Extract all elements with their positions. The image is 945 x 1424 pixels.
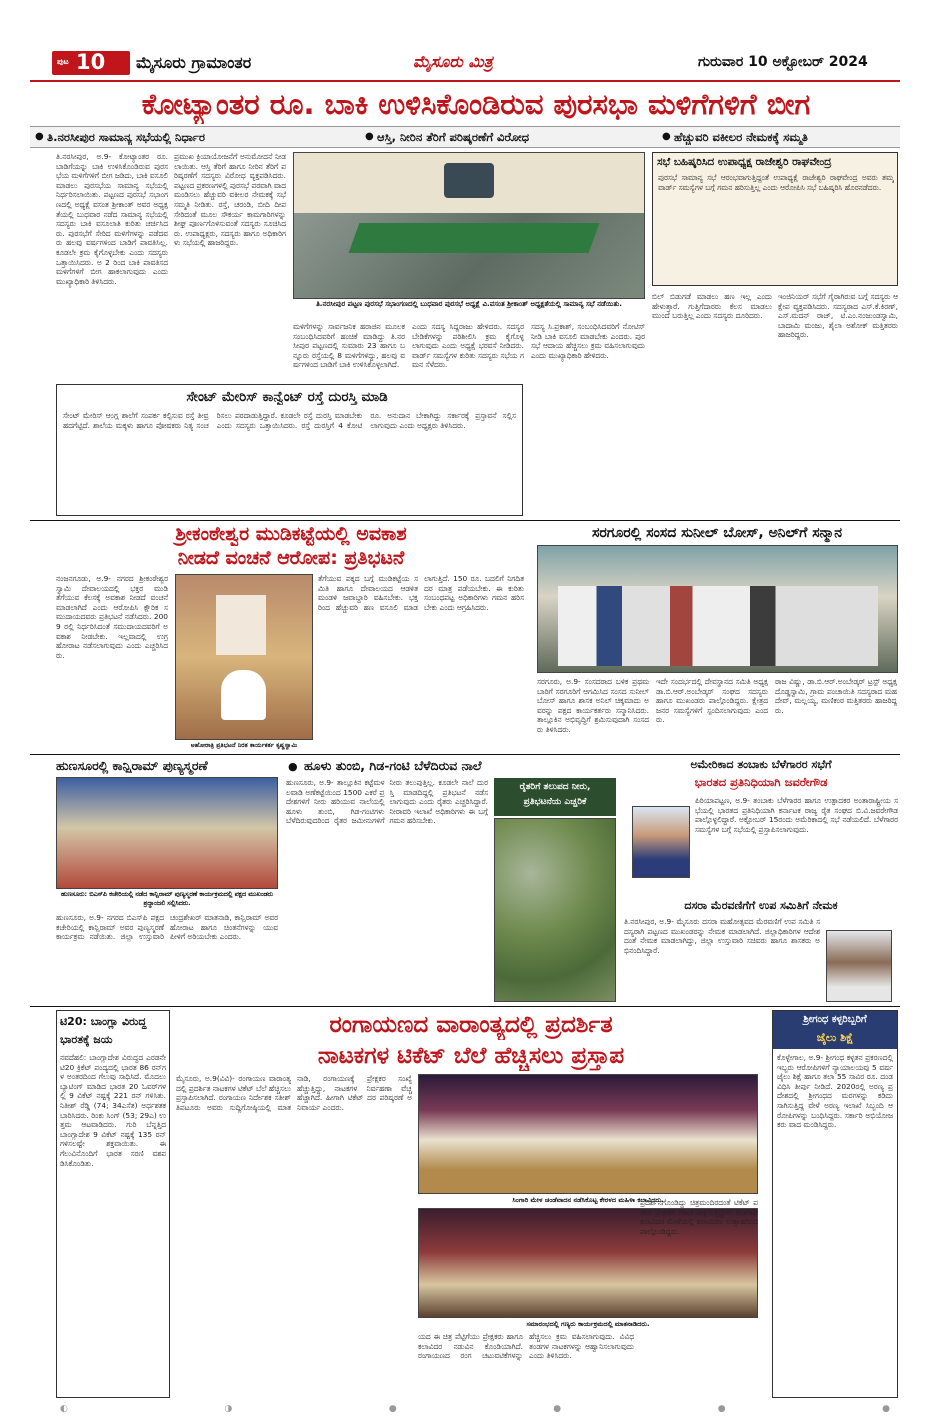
st-marys-title: ಸೇಂಟ್ ಮೇರಿಸ್ ಕಾನ್ವೆಂಟ್ ರಸ್ತೆ ದುರಸ್ತಿ ಮಾಡಿ — [186, 389, 388, 405]
walkout-box — [652, 152, 898, 286]
walkout-title: ಸಭೆ ಬಹಿಷ್ಕರಿಸಿದ ಉಪಾಧ್ಯಕ್ಷ ರಾಜೇಶ್ವರಿ ರಾಘವೇಂದ್ರ — [657, 156, 832, 168]
registration-marks: ◐ ◑ ● ● ● ● — [60, 1404, 890, 1414]
right-col-body-a: ಬಿಲ್ ಬಿಡುಗಡೆ ಮಾಡಲು ಹಣ ಇಲ್ಲ ಎಂದು ಹೇಳುತ್ತಾರೆ. ಗುತ್ತಿಗೆದಾರರು ಕೆಲಸ ಮಾಡಲು ಮುಂದೆ ಬರುತ್ತಿಲ್ಲ ಎಂದು ಸದಸ್ಯರು ದೂರಿದರು. — [652, 292, 772, 321]
lead-subhead-1: ತಿ.ನರಸೀಪುರ ಸಾಮಾನ್ಯ ಸಭೆಯಲ್ಲಿ ನಿರ್ಧಾರ — [47, 130, 205, 144]
bullet-icon: ● — [662, 131, 671, 142]
right-col-body-b: ಇಂಜಿನಿಯರ್ ಸಭೆಗೆ ಗೈರಾಗಿರುವ ಬಗ್ಗೆ ಸದಸ್ಯರು ಆಕ್ಷೇಪ ವ್ಯಕ್ತಪಡಿಸಿದರು. ಸದಸ್ಯರಾದ ಎಸ್.ಕೆ.ಕಿರಣ್, ಎಸ್.ಮದನ್ ರಾಜ್, ಟಿ.ಎಂ.ನಂಜುಂಡಸ್ವಾಮಿ, ಬಾದಾಮಿ ಮಂಜು, ಶೈಲಾ ಅಶೋಕ್ ಮತ್ತಿತರರು ಹಾಜರಿದ್ದರು. — [778, 292, 898, 340]
nale-headline: ಹೂಳು ತುಂಬಿ, ಗಿಡ-ಗಂಟಿ ಬೆಳೆದಿರುವ ನಾಲೆ — [304, 758, 482, 773]
javaregowda-portrait — [632, 806, 690, 878]
walkout-body: ಪುರಸಭೆ ಸಾಮಾನ್ಯ ಸಭೆ ಆರಂಭವಾಗುತ್ತಿದ್ದಂತೆ ಉಪಾಧ್ಯಕ್ಷೆ ರಾಜೇಶ್ವರಿ ರಾಘವೇಂದ್ರ ಅವರು ತಮ್ಮ ವಾರ್ಡ್ ಸಮಸ್ಯೆಗಳ ಬಗ್ಗೆ ಗಮನ ಹರಿಸುತ್ತಿಲ್ಲ ಎಂದು ಆರೋಪಿಸಿ ಸಭೆ ಬಹಿಷ್ಕರಿಸಿ ಹೊರನಡೆದರು. — [658, 173, 894, 192]
srikanteshwara-headline-1: ಶ್ರೀಕಂಠೇಶ್ವರ ಮುಡಿಕಟ್ಟೆಯಲ್ಲಿ ಅವಕಾಶ — [175, 523, 407, 545]
hunsur-headline: ಹುಣಸೂರಲ್ಲಿ ಕಾನ್ಷಿರಾಮ್ ಪುಣ್ಯಸ್ಮರಣೆ — [56, 758, 208, 773]
masthead — [8, 48, 937, 78]
t20-body: ನವದೆಹಲಿ: ಬಾಂಗ್ಲಾದೇಶ ವಿರುದ್ಧದ ಎರಡನೇ ಟಿ20 ಕ್ರಿಕೆಟ್ ಪಂದ್ಯದಲ್ಲಿ ಭಾರತ 86 ರನ್‌ಗಳ ಅಂತರದಿಂದ ಗೆಲುವು ಸಾಧಿಸಿದೆ. ಮೊದಲು ಬ್ಯಾಟಿಂಗ್ ಮಾಡಿದ ಭಾರತ 20 ಓವರ್‌ಗಳಲ್ಲಿ 9 ವಿಕೆಟ್ ನಷ್ಟಕ್ಕೆ 221 ರನ್ ಗಳಿಸಿತು. ನಿತೀಶ್ ರೆಡ್ಡಿ (74; 34ಎಸೆತ) ಅರ್ಧಶತಕ ಬಾರಿಸಿದರು. ರಿಂಕು ಸಿಂಗ್ (53; 29ಎ) ಉತ್ತಮ ಆಟವಾಡಿದರು. ಗುರಿ ಬೆನ್ನತ್ತಿದ ಬಾಂಗ್ಲಾದೇಶ 9 ವಿಕೆಟ್ ನಷ್ಟಕ್ಕೆ 135 ರನ್ ಗಳಿಸಲಷ್ಟೇ ಶಕ್ತವಾಯಿತು. ಈ ಗೆಲುವಿನೊಂದಿಗೆ ಭಾರತ ಸರಣಿ ವಶಪಡಿಸಿಕೊಂಡಿತು. — [60, 1053, 166, 1168]
bullet-icon: ● — [288, 760, 298, 773]
masthead-rule — [30, 80, 900, 82]
lead-subhead-3: ಹೆಚ್ಚುವರಿ ವಕೀಲರ ನೇಮಕಕ್ಕೆ ಸಮ್ಮತಿ — [674, 130, 808, 144]
canal-photo — [494, 818, 616, 1002]
sargur-felicitation-photo — [537, 545, 898, 673]
nale-body: ಹುಣಸೂರು, ಅ.9- ತಾಲ್ಲೂಕಿನ ಕಟ್ಟೆಮಳಲವಾಡಿ ಅಣೆಕಟ್ಟೆಯಿಂದ 1500 ಎಕರೆ ಪ್ರದೇಶಗಳಿಗೆ ನೀರು ಹರಿಯುವ ನಾಲೆಯಲ್ಲಿ ಹೂಳು ತುಂಬಿ, ಗಿಡ-ಗಂಟಿಗಳು ಬೆಳೆದಿರುವುದರಿಂದ ರೈತರ ಜಮೀನುಗಳಿಗೆ ನೀರು ತಲುಪುತ್ತಿಲ್ಲ. ಕೂಡಲೇ ನಾಲೆ ದುರಸ್ತಿ ಮಾಡದಿದ್ದಲ್ಲಿ ಪ್ರತಿಭಟನೆ ನಡೆಸಲಾಗುವುದು ಎಂದು ರೈತರು ಎಚ್ಚರಿಸಿದ್ದಾರೆ. ನೀರಾವರಿ ಇಲಾಖೆ ಅಧಿಕಾರಿಗಳು ಈ ಬಗ್ಗೆ ಗಮನ ಹರಿಸಬೇಕು. — [286, 778, 488, 826]
chende-photo — [418, 1074, 758, 1194]
section-rule — [30, 1006, 900, 1007]
lead-body-col2: ಪ್ರಮುಖ ಕ್ರಿಯಾಯೋಜನೆಗೆ ಅನುಮೋದನೆ ನೀಡಲಾಯಿತು. ಆಸ್ತಿ ತೆರಿಗೆ ಹಾಗೂ ನೀರಿನ ತೆರಿಗೆ ಪರಿಷ್ಕರಣೆಗೆ ಸದಸ್ಯರು ವಿರೋಧ ವ್ಯಕ್ತಪಡಿಸಿದರು. ಪಟ್ಟಣದ ಪ್ರಕರಣಗಳಲ್ಲಿ ಪುರಸಭೆ ಪರವಾಗಿ ವಾದ ಮಂಡಿಸಲು ಹೆಚ್ಚುವರಿ ವಕೀಲರ ನೇಮಕಕ್ಕೆ ಸಭೆ ಸಮ್ಮತಿ ನೀಡಿತು. ರಸ್ತೆ, ಚರಂಡಿ, ಬೀದಿ ದೀಪ ಸೇರಿದಂತೆ ಮೂಲ ಸೌಕರ್ಯ ಕಾಮಗಾರಿಗಳನ್ನು ಶೀಘ್ರ ಪೂರ್ಣಗೊಳಿಸುವಂತೆ ಸದಸ್ಯರು ಸೂಚಿಸಿದರು. ಉಪಾಧ್ಯಕ್ಷರು, ಸದಸ್ಯರು ಹಾಗೂ ಅಧಿಕಾರಿಗಳು ಸಭೆಯಲ್ಲಿ ಹಾಜರಿದ್ದರು. — [174, 152, 286, 248]
srikanteshwara-headline-2: ನೀಡದೆ ವಂಚನೆ ಆರೋಪ: ಪ್ರತಿಭಟನೆ — [177, 547, 405, 569]
section-rule — [30, 754, 900, 755]
lead-subhead-bar — [30, 126, 900, 148]
srikanteshwara-body: ನಂಜನಗೂಡು, ಅ.9- ನಗರದ ಶ್ರೀಕಂಠೇಶ್ವರ ಸ್ವಾಮಿ ದೇವಾಲಯದಲ್ಲಿ ಭಕ್ತರ ಮುಡಿ ತೆಗೆಯುವ ಕೆಲಸಕ್ಕೆ ಅವಕಾಶ ನೀಡದೆ ವಂಚನೆ ಮಾಡಲಾಗಿದೆ ಎಂದು ಆರೋಪಿಸಿ ಕ್ಷೌರಿಕ ಸಮುದಾಯದವರು ಪ್ರತಿಭಟನೆ ನಡೆಸಿದರು. 2009 ರಲ್ಲಿ ನಿರ್ಧರಿಸಿದಂತೆ ಸಮುದಾಯದವರಿಗೆ ಅವಕಾಶ ನೀಡಬೇಕು. ಇಲ್ಲವಾದಲ್ಲಿ ಉಗ್ರ ಹೋರಾಟ ನಡೆಸಲಾಗುವುದು ಎಂದು ಎಚ್ಚರಿಸಿದರು. — [56, 574, 168, 660]
page-label: ಪುಟ — [57, 57, 69, 66]
lead-body-col5: ಸದಸ್ಯ ಸಿ.ಪ್ರಕಾಶ್, ಸಂಬಂಧಿಸಿದವರಿಗೆ ನೋಟಿಸ್ ನೀಡಿ ಬಾಕಿ ವಸೂಲಿ ಮಾಡಬೇಕು ಎಂದರು. ಪುರಸಭೆ ಆದಾಯ ಹೆಚ್ಚಿಸಲು ಕ್ರಮ ವಹಿಸಲಾಗುವುದು ಎಂದು ಮುಖ್ಯಾಧಿಕಾರಿ ಹೇಳಿದರು. — [531, 322, 645, 360]
chende-photo-caption: ಸಿಂಗಾರಿ ಮೇಳ ಚಂಡೆವಾದನ ನಡೆಸಿಕೊಟ್ಟ ಕೇರಳದ ಮಹಿಳಾ ಕಲಾವಿದರು. — [512, 1196, 664, 1204]
section-name: ಮೈಸೂರು ಗ್ರಾಮಾಂತರ — [136, 53, 252, 72]
rangayana-body-2: ಯದ ಈ ಚಿತ್ರ ಪೆಟ್ಟಿಗೆಯು ಪ್ರೇಕ್ಷಕರು ಹಾಗೂ ಕಲಾವಿದರ ನಡುವಿನ ಕೊಂಡಿಯಾಗಿದೆ. ರಂಗಾಯಣದ ರಂಗ ಚಟುವಟಿಕೆಗಳನ್ನು ಹೆಚ್ಚಿಸಲು ಕ್ರಮ ವಹಿಸಲಾಗುವುದು. ವಿವಿಧ ತಂಡಗಳ ನಾಟಕಗಳನ್ನು ಆಹ್ವಾನಿಸಲಾಗುವುದು ಎಂದು ತಿಳಿಸಿದರು. — [418, 1332, 634, 1361]
rangayana-headline-1: ರಂಗಾಯಣದ ವಾರಾಂತ್ಯದಲ್ಲಿ ಪ್ರದರ್ಶಿತ — [329, 1012, 613, 1038]
t20-headline-1: ಟಿ20: ಬಾಂಗ್ಲಾ ವಿರುದ್ಧ — [60, 1015, 147, 1028]
paper-name: ಮೈಸೂರು ಮಿತ್ರ — [413, 52, 493, 71]
nale-label-1: ರೈತರಿಗೆ ತಲುಪದ ನೀರು, — [519, 782, 591, 792]
javaregowda-headline-2: ಭಾರತದ ಪ್ರತಿನಿಧಿಯಾಗಿ ಜವರೇಗೌಡ — [694, 775, 828, 789]
lead-body-col4: ಎಂದು ಸದಸ್ಯ ಸಿದ್ದರಾಜು ಹೇಳಿದರು. ಸದಸ್ಯರ ಬೇಡಿಕೆಗಳನ್ನು ಪರಿಶೀಲಿಸಿ ಕ್ರಮ ಕೈಗೊಳ್ಳಲಾಗುವುದು ಎಂದು ಅಧ್ಯಕ್ಷೆ ಭರವಸೆ ನೀಡಿದರು. ವಾರ್ಡ್ ಸಮಸ್ಯೆಗಳ ಕುರಿತು ಸದಸ್ಯರು ಸಭೆಯ ಗಮನ ಸೆಳೆದರು. — [412, 322, 524, 370]
issue-date: ಗುರುವಾರ 10 ಅಕ್ಟೋಬರ್ 2024 — [698, 54, 868, 70]
section-rule — [30, 520, 900, 521]
stage-photo-caption: ಸಮಾರಂಭದಲ್ಲಿ ಗಣ್ಯರು ಕಾರ್ಯಕ್ರಮದಲ್ಲಿ ಮಾತನಾಡಿದರು. — [526, 1320, 650, 1328]
t20-box — [56, 1010, 170, 1398]
hunsur-body: ಹುಣಸೂರು, ಅ.9- ನಗರದ ಬಿಎಸ್‌ಪಿ ಪಕ್ಷದ ಕಚೇರಿಯಲ್ಲಿ ಕಾನ್ಷಿರಾಮ್ ಅವರ ಪುಣ್ಯಸ್ಮರಣೆ ಕಾರ್ಯಕ್ರಮ ನಡೆಯಿತು. ಜಿಲ್ಲಾ ಉಸ್ತುವಾರಿ ಚಂದ್ರಶೇಖರ್ ಮಾತನಾಡಿ, ಕಾನ್ಷಿರಾಮ್ ಅವರ ಹೋರಾಟ ಹಾಗೂ ಚಿಂತನೆಗಳನ್ನು ಯುವ ಪೀಳಿಗೆ ಅರಿಯಬೇಕು ಎಂದರು. — [56, 913, 278, 942]
dasara-body: ತಿ.ನರಸೀಪುರ, ಅ.9- ಮೈಸೂರು ದಸರಾ ಮಹೋತ್ಸವದ ಮೆರವಣಿಗೆ ಉಪ ಸಮಿತಿ ಸದಸ್ಯರಾಗಿ ಪಟ್ಟಣದ ಮುಖಂಡರನ್ನು ನೇಮಕ ಮಾಡಲಾಗಿದೆ. ಜಿಲ್ಲಾಧಿಕಾರಿಗಳ ಆದೇಶದಂತೆ ನೇಮಕ ಮಾಡಲಾಗಿದ್ದು, ಜಿಲ್ಲಾ ಉಸ್ತುವಾರಿ ಸಚಿವರು ಹಾಗೂ ಶಾಸಕರು ಅಭಿನಂದಿಸಿದ್ದಾರೆ. — [624, 917, 820, 955]
protest-photo — [175, 574, 313, 740]
lead-headline: ಕೋಟ್ಯಾಂತರ ರೂ. ಬಾಕಿ ಉಳಿಸಿಕೊಂಡಿರುವ ಪುರಸಭಾ ಮಳಿಗೆಗಳಿಗೆ ಬೀಗ — [141, 87, 811, 121]
nale-label-2: ಪ್ರತಿಭಟನೆಯ ಎಚ್ಚರಿಕೆ — [523, 797, 587, 807]
lead-body-col1: ತಿ.ನರಸೀಪುರ, ಅ.9- ಕೋಟ್ಯಾಂತರ ರೂ. ಬಾಡಿಗೆಯನ್ನು ಬಾಕಿ ಉಳಿಸಿಕೊಂಡಿರುವ ಪುರಸಭೆಯ ಮಳಿಗೆಗಳಿಗೆ ಬೀಗ ಜಡಿದು, ಬಾಕಿ ವಸೂಲಿ ಮಾಡಲು ಪುರಸಭೆಯ ಸಾಮಾನ್ಯ ಸಭೆಯಲ್ಲಿ ನಿರ್ಧರಿಸಲಾಯಿತು. ಪಟ್ಟಣದ ಪುರಸಭೆ ಸಭಾಂಗಣದಲ್ಲಿ ಅಧ್ಯಕ್ಷೆ ವಸಂತ ಶ್ರೀಕಾಂತ್ ಅವರ ಅಧ್ಯಕ್ಷತೆಯಲ್ಲಿ ಬುಧವಾರ ನಡೆದ ಸಾಮಾನ್ಯ ಸಭೆಯಲ್ಲಿ ಸದಸ್ಯರು ಬಾಕಿ ವಸೂಲಾತಿ ಕುರಿತು ಚರ್ಚಿಸಿದರು. ಪುರಸಭೆಗೆ ಸೇರಿದ ಮಳಿಗೆಗಳನ್ನು ಪಡೆದವರು ಹಲವು ವರ್ಷಗಳಿಂದ ಬಾಡಿಗೆ ಪಾವತಿಸಿಲ್ಲ. ಕೂಡಲೇ ಕ್ರಮ ಕೈಗೊಳ್ಳಬೇಕು ಎಂದು ಸದಸ್ಯರು ಒತ್ತಾಯಿಸಿದರು. ಅ 2 ರಿಂದ ಬಾಕಿ ಪಾವತಿಸದ ಮಳಿಗೆಗಳಿಗೆ ಬೀಗ ಹಾಕಲಾಗುವುದು ಎಂದು ಮುಖ್ಯಾಧಿಕಾರಿ ತಿಳಿಸಿದರು. — [56, 152, 168, 286]
lead-subhead-2: ಆಸ್ತಿ, ನೀರಿನ ತೆರಿಗೆ ಪರಿಷ್ಕರಣೆಗೆ ವಿರೋಧ — [377, 130, 530, 144]
dasara-headline: ದಸರಾ ಮೆರವಣಿಗೆಗೆ ಉಪ ಸಮಿತಿಗೆ ನೇಮಕ — [684, 899, 838, 912]
srigandha-headline-1: ಶ್ರೀಗಂಧ ಕಳ್ಳರಿಬ್ಬರಿಗೆ — [803, 1014, 867, 1025]
council-meeting-photo — [293, 152, 645, 299]
page-number: 10 — [76, 50, 106, 74]
st-marys-body: ಸೇಂಟ್ ಮೇರಿಸ್ ಆಂಗ್ಲ ಶಾಲೆಗೆ ಸಂಪರ್ಕ ಕಲ್ಪಿಸುವ ರಸ್ತೆ ತೀವ್ರ ಹದಗೆಟ್ಟಿದೆ. ಶಾಲೆಯ ಮಕ್ಕಳು ಹಾಗೂ ಪೋಷಕರು ನಿತ್ಯ ಸಂಚರಿಸಲು ಪರದಾಡುತ್ತಿದ್ದಾರೆ. ಕೂಡಲೇ ರಸ್ತೆ ದುರಸ್ತಿ ಮಾಡಬೇಕು ಎಂದು ಸದಸ್ಯರು ಒತ್ತಾಯಿಸಿದರು. ರಸ್ತೆ ದುರಸ್ತಿಗೆ 4 ಕೋಟಿ ರೂ. ಅನುದಾನ ಬೇಕಾಗಿದ್ದು ಸರ್ಕಾರಕ್ಕೆ ಪ್ರಸ್ತಾವನೆ ಸಲ್ಲಿಸಲಾಗುವುದು ಎಂದು ಅಧ್ಯಕ್ಷರು ತಿಳಿಸಿದರು. — [63, 411, 516, 430]
st-marys-box — [56, 384, 523, 516]
javaregowda-headline-1: ಅಮೇರಿಕಾದ ತಂಬಾಕು ಬೆಳೆಗಾರರ ಸಭೆಗೆ — [690, 758, 832, 771]
sargur-body-2: ಇದೇ ಸಂದರ್ಭದಲ್ಲಿ ದೇವಸ್ಥಾನದ ಸಮಿತಿ ಅಧ್ಯಕ್ಷ ಡಾ.ಬಿ.ಆರ್.ಅಂಬೇಡ್ಕರ್ ಸಂಘದ ಸದಸ್ಯರು ಹಾಗೂ ಮುಖಂಡರು ಪಾಲ್ಗೊಂಡಿದ್ದರು. ಕ್ಷೇತ್ರದ ಜನರ ಸಮಸ್ಯೆಗಳಿಗೆ ಸ್ಪಂದಿಸಲಾಗುವುದು ಎಂದರು. — [656, 677, 768, 725]
sargur-body: ಸರಗೂರು, ಅ.9- ಸಂಸದರಾದ ಬಳಿಕ ಪ್ರಥಮ ಬಾರಿಗೆ ಸರಗೂರಿಗೆ ಆಗಮಿಸಿದ ಸಂಸದ ಸುನೀಲ್ ಬೋಸ್ ಹಾಗೂ ಶಾಸಕ ಅನಿಲ್ ಚಿಕ್ಕಮಾದು ಅವರನ್ನು ಪಕ್ಷದ ಕಾರ್ಯಕರ್ತರು ಸನ್ಮಾನಿಸಿದರು. ತಾಲ್ಲೂಕಿನ ಅಭಿವೃದ್ಧಿಗೆ ಶ್ರಮಿಸುವುದಾಗಿ ಸಂಸದರು ತಿಳಿಸಿದರು. — [537, 677, 649, 734]
t20-headline-2: ಭಾರತಕ್ಕೆ ಜಯ — [60, 1033, 113, 1046]
rangayana-body: ಮೈಸೂರು, ಅ.9(ವಿವಿ)- ರಂಗಾಯಣ ವಾರಾಂತ್ಯದಲ್ಲಿ ಪ್ರದರ್ಶಿತ ನಾಟಕಗಳ ಟಿಕೆಟ್ ಬೆಲೆ ಹೆಚ್ಚಿಸಲು ಪ್ರಸ್ತಾಪಿಸಲಾಗಿದೆ. ರಂಗಾಯಣ ನಿರ್ದೇಶಕ ಸತೀಶ್ ತಿಪಟೂರು ಅವರು ಸುದ್ದಿಗೋಷ್ಠಿಯಲ್ಲಿ ಮಾತನಾಡಿ, ರಂಗಾಯಣಕ್ಕೆ ಪ್ರೇಕ್ಷಕರ ಸಂಖ್ಯೆ ಹೆಚ್ಚುತ್ತಿದ್ದು, ನಾಟಕಗಳ ನಿರ್ವಹಣಾ ವೆಚ್ಚ ಹೆಚ್ಚಾಗಿದೆ. ಹೀಗಾಗಿ ಟಿಕೆಟ್ ದರ ಪರಿಷ್ಕರಣೆ ಅನಿವಾರ್ಯ ಎಂದರು. — [176, 1074, 412, 1112]
protest-photo-caption: ಅಹೋರಾತ್ರಿ ಪ್ರತಿಭಟನೆ ನಿರತ ಕಾರ್ಯಕರ್ತ ಕೃಷ್ಣಸ್ವಾಮಿ — [190, 742, 298, 749]
srigandha-body: ಕೊಳ್ಳೇಗಾಲ, ಅ.9- ಶ್ರೀಗಂಧ ಕಳ್ಳತನ ಪ್ರಕರಣದಲ್ಲಿ ಇಬ್ಬರು ಆರೋಪಿಗಳಿಗೆ ನ್ಯಾಯಾಲಯವು 5 ವರ್ಷ ಜೈಲು ಶಿಕ್ಷೆ ಹಾಗೂ ತಲಾ 55 ಸಾವಿರ ರೂ. ದಂಡ ವಿಧಿಸಿ ತೀರ್ಪು ನೀಡಿದೆ. 2020ರಲ್ಲಿ ಅರಣ್ಯ ಪ್ರದೇಶದಲ್ಲಿ ಶ್ರೀಗಂಧದ ಮರಗಳನ್ನು ಕಡಿದು ಸಾಗಿಸುತ್ತಿದ್ದ ವೇಳೆ ಅರಣ್ಯ ಇಲಾಖೆ ಸಿಬ್ಬಂದಿ ಆರೋಪಿಗಳನ್ನು ಬಂಧಿಸಿದ್ದರು. ಸರ್ಕಾರಿ ಅಭಿಯೋಜಕರು ವಾದ ಮಂಡಿಸಿದ್ದರು. — [777, 1053, 893, 1130]
hunsur-photo — [56, 777, 278, 889]
hunsur-photo-caption: ಹುಣಸೂರು: ಬಿಎಸ್‌ಪಿ ಕಚೇರಿಯಲ್ಲಿ ನಡೆದ ಕಾನ್ಷಿರಾಮ್ ಪುಣ್ಯಸ್ಮರಣೆ ಕಾರ್ಯಕ್ರಮದಲ್ಲಿ ಪಕ್ಷದ ಮುಖಂಡರು ಶ್ರದ್ಧಾಂಜಲಿ ಸಲ್ಲಿಸಿದರು. — [60, 891, 274, 907]
srigandha-box — [772, 1010, 898, 1398]
council-photo-caption: ತಿ.ನರಸೀಪುರ ಪಟ್ಟಣ ಪುರಸಭೆ ಸಭಾಂಗಣದಲ್ಲಿ ಬುಧವಾರ ಪುರಸಭೆ ಅಧ್ಯಕ್ಷೆ ವಿ.ವಸಂತ ಶ್ರೀಕಾಂತ್ ಅಧ್ಯಕ್ಷತೆಯಲ್ಲಿ ಸಾಮಾನ್ಯ ಸಭೆ ನಡೆಯಿತು. — [316, 300, 622, 308]
sargur-headline: ಸರಗೂರಲ್ಲಿ ಸಂಸದ ಸುನೀಲ್ ಬೋಸ್, ಅನಿಲ್‌ಗೆ ಸನ್ಮಾನ — [591, 525, 843, 541]
srigandha-headline-2: ಜೈಲು ಶಿಕ್ಷೆ — [816, 1031, 854, 1044]
lead-body-col3: ಮಳಿಗೆಗಳನ್ನು ಸಾರ್ವಜನಿಕ ಹರಾಜಿನ ಮೂಲಕ ಸಂಬಂಧಿಸಿದವರಿಗೆ ಹಂಚಿಕೆ ಮಾಡಿದ್ದು ತಿ.ನರಸೀಪುರ ಪಟ್ಟಣದಲ್ಲಿ ಸುಮಾರು 23 ಹಾಗೂ ಬನ್ನೂರು ರಸ್ತೆಯಲ್ಲಿ 8 ಮಳಿಗೆಗಳಿದ್ದು, ಹಲವು ವರ್ಷಗಳಿಂದ ಬಾಡಿಗೆ ಬಾಕಿ ಉಳಿಸಿಕೊಳ್ಳಲಾಗಿದೆ. — [293, 322, 405, 370]
rangayana-headline-2: ನಾಟಕಗಳ ಟಿಕೆಟ್ ಬೆಲೆ ಹೆಚ್ಚಿಸಲು ಪ್ರಸ್ತಾಪ — [317, 1043, 625, 1069]
bullet-icon: ● — [35, 131, 44, 142]
dasara-portrait — [826, 930, 892, 1002]
nale-label-box — [494, 778, 616, 816]
rangayana-body-3: ಪ್ರದರ್ಶನಗೊಂಡಿದ್ದು ಚಿತ್ರಮಂದಿರದಂತೆ ಟಿಕೆಟ್ ಪಡೆದು ಪ್ರೇಕ್ಷಕರು ನಾಟಕ ವೀಕ್ಷಿಸುತ್ತಿದ್ದಾರೆ. ಕರ್ನಾಟಕ ಕಲಾವಿದರ ಮೇಳೆಯಲ್ಲಿ ಕಲಾವಿದರು ಉತ್ಸಾಹದಿಂದ ಪಾಲ್ಗೊಂಡಿದ್ದರು. — [640, 1198, 758, 1236]
bullet-icon: ● — [365, 131, 374, 142]
srikanteshwara-body-2: ತೆಗೆಯುವ ಪಕ್ಕದ ಬಗ್ಗೆ ಮುಡಿಕಟ್ಟೆಯ ಸಮಿತಿ ಹಾಗೂ ದೇವಾಲಯದ ಆಡಳಿತ ಮಂಡಳಿ ಜವಾಬ್ದಾರಿ ವಹಿಸಬೇಕು. ಭಕ್ತರಿಂದ ಹೆಚ್ಚುವರಿ ಹಣ ವಸೂಲಿ ಮಾಡಲಾಗುತ್ತಿದೆ. 150 ರೂ. ಬದಲಿಗೆ ನಿಗದಿತ ದರ ಮಾತ್ರ ಪಡೆಯಬೇಕು. ಈ ಕುರಿತು ಸಂಬಂಧಪಟ್ಟ ಅಧಿಕಾರಿಗಳು ಗಮನ ಹರಿಸಬೇಕು ಎಂದು ಆಗ್ರಹಿಸಿದರು. — [318, 574, 524, 612]
sargur-body-3: ರಾಜ ವಿಷ್ಣು, ಡಾ.ಬಿ.ಆರ್.ಅಂಬೇಡ್ಕರ್ ಟ್ರಸ್ಟ್ ಅಧ್ಯಕ್ಷ ದೊಡ್ಡಸ್ವಾಮಿ, ಗ್ರಾಮ ಪಂಚಾಯಿತಿ ಸದಸ್ಯರಾದ ಮಹದೇವ್, ಮಲ್ಲಯ್ಯ, ಮಣಿಕಂಠ ಮತ್ತಿತರರು ಹಾಜರಿದ್ದರು. — [775, 677, 897, 715]
javaregowda-body: ಪಿರಿಯಾಪಟ್ಟಣ, ಅ.9- ತಂಬಾಕು ಬೆಳೆಗಾರರ ಹಾಗೂ ಉತ್ಪಾದಕರ ಅಂತಾರಾಷ್ಟ್ರೀಯ ಸಭೆಯಲ್ಲಿ ಭಾರತದ ಪ್ರತಿನಿಧಿಯಾಗಿ ಕರ್ನಾಟಕ ರಾಜ್ಯ ರೈತ ಸಂಘದ ಬಿ.ವಿ.ಜವರೇಗೌಡ ಪಾಲ್ಗೊಳ್ಳಲಿದ್ದಾರೆ. ಅಕ್ಟೋಬರ್ 15ರಂದು ಅಮೆರಿಕಾದಲ್ಲಿ ಸಭೆ ನಡೆಯಲಿದೆ. ಬೆಳೆಗಾರರ ಸಮಸ್ಯೆಗಳ ಬಗ್ಗೆ ಸಭೆಯಲ್ಲಿ ಪ್ರಸ್ತಾಪಿಸಲಾಗುವುದು. — [695, 796, 898, 834]
